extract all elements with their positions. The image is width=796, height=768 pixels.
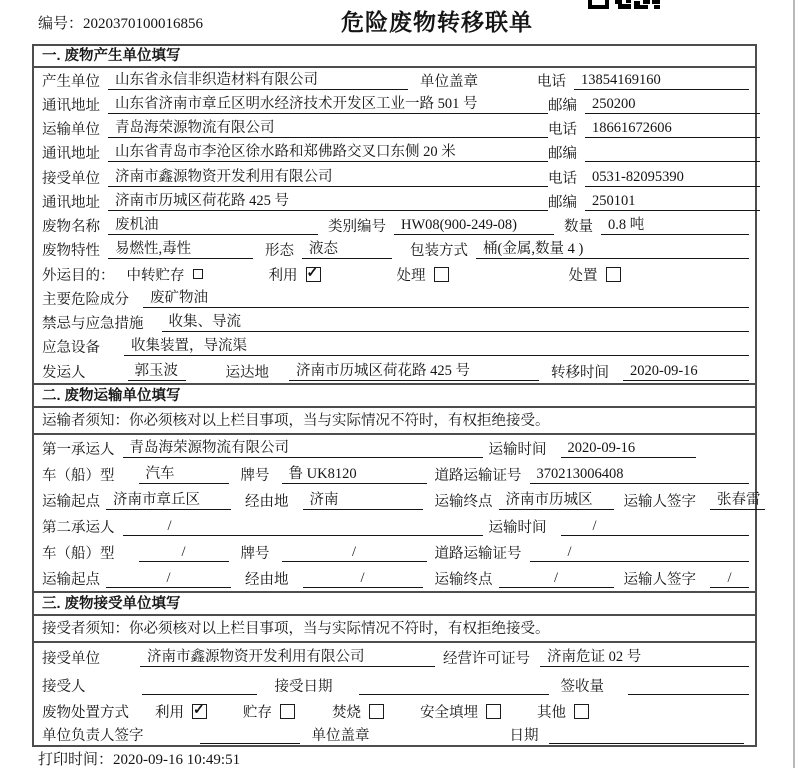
- destination-label: 运达地: [225, 364, 269, 381]
- generator-unit-value: 山东省永信非织造材料有限公司: [108, 71, 408, 90]
- transporter-unit-value: 青岛海荣源物流有限公司: [108, 119, 548, 138]
- document-number: [38, 12, 203, 33]
- vehicle-type-label: 车（船）型: [42, 545, 115, 562]
- receive-date-value: [359, 676, 549, 695]
- carrier-sign-label: 运输人签字: [623, 571, 696, 588]
- option-utilize: [269, 264, 321, 285]
- option-transfer-storage-label: 中转贮存: [126, 267, 185, 284]
- emergency-equipment-label: 应急设备: [42, 340, 100, 357]
- row-route-1: [34, 487, 761, 513]
- hazard-components-value: 废矿物油: [143, 289, 749, 308]
- transporter-address-value: 山东省青岛市李沧区徐水路和郑佛路交叉口东侧 20 米: [108, 143, 548, 162]
- option-utilize-label: 利用: [268, 267, 298, 284]
- receiving-unit-value: 济南市鑫源物资开发利用有限公司: [140, 648, 435, 667]
- document-header: [0, 0, 796, 44]
- option-disposal-other: [537, 701, 589, 722]
- road-cert-2-value: /: [530, 543, 750, 562]
- transporter-unit-label: 运输单位: [42, 122, 100, 139]
- qr-code-icon: [588, 0, 660, 9]
- phone-label: 电话: [548, 122, 577, 139]
- origin-label: 运输起点: [42, 493, 100, 510]
- document-number-value: 2020370100016856: [83, 16, 204, 32]
- vehicle-type-label: 车（船）型: [42, 467, 115, 484]
- road-cert-1-value: 370213006408: [530, 465, 750, 484]
- row-transporter-address: [34, 141, 755, 165]
- print-time: [38, 748, 240, 768]
- taboo-measures-value: 收集、导流: [162, 313, 750, 332]
- second-carrier-label: 第二承运人: [42, 519, 115, 536]
- receiver-notice: 接受者须知：你必须核对以上栏目事项，当与实际情况不符时，有权拒绝接受。: [34, 616, 755, 643]
- option-treat: [397, 264, 449, 285]
- date-value: [549, 725, 744, 744]
- transporter-notice: 运输者须知：你必须核对以上栏目事项，当与实际情况不符时，有权拒绝接受。: [34, 408, 755, 435]
- disposal-method-label: 废物处置方式: [42, 704, 129, 721]
- road-cert-label: 道路运输证号: [434, 467, 522, 484]
- option-disposal-utilize: [155, 701, 207, 722]
- transfer-time-label: 转移时间: [551, 364, 609, 381]
- category-code-value: HW08(900-249-08): [394, 216, 554, 235]
- row-second-carrier: [34, 513, 755, 539]
- row-shipper: [34, 359, 755, 383]
- checkbox-disposal-landfill: [486, 704, 501, 719]
- checkbox-disposal-store: [280, 704, 295, 719]
- zip-label: 邮编: [548, 146, 577, 163]
- receiver-person-label: 接受人: [42, 678, 86, 695]
- row-receiver-address: [34, 189, 755, 213]
- carrier-sign-label: 运输人签字: [623, 493, 696, 510]
- receive-date-label: 接受日期: [274, 678, 333, 695]
- row-transporter-unit: [34, 117, 755, 141]
- section-receiver: [34, 591, 755, 745]
- carrier-sign-1-value: 张春雷: [710, 491, 765, 510]
- row-hazard-components: [34, 286, 755, 310]
- transport-time-label: 运输时间: [488, 441, 547, 458]
- packing-label: 包装方式: [410, 243, 468, 260]
- shipper-value: 郭玉波: [128, 362, 186, 381]
- row-vehicle-2: [34, 539, 755, 565]
- category-code-label: 类别编号: [328, 219, 386, 236]
- license-value: 济南危证 02 号: [540, 648, 749, 667]
- receiving-unit-label: 接受单位: [42, 650, 100, 667]
- endpoint-label: 运输终点: [434, 571, 493, 588]
- road-cert-label: 道路运输证号: [434, 545, 522, 562]
- waste-character-value: 易燃性,毒性: [108, 240, 253, 259]
- transport-time-1-value: 2020-09-16: [561, 439, 696, 458]
- receiver-address-value: 济南市历城区荷花路 425 号: [108, 192, 548, 211]
- row-emergency-equipment: [34, 335, 755, 359]
- option-dispose: [569, 264, 621, 285]
- section-generator-title: 一. 废物产生单位填写: [34, 46, 755, 68]
- unit-seal-label: 单位盖章: [311, 727, 370, 744]
- origin-1-value: 济南市章丘区: [106, 491, 231, 510]
- unit-seal-label: 单位盖章: [420, 73, 478, 90]
- carrier-sign-2-value: /: [710, 569, 749, 588]
- received-quantity-value: [628, 676, 749, 695]
- checkbox-disposal-incinerate: [369, 704, 384, 719]
- row-first-carrier: [34, 435, 755, 461]
- section-generator: [34, 46, 755, 383]
- option-disposal-utilize-label: 利用: [155, 704, 184, 721]
- vehicle-type-2-value: /: [139, 543, 229, 562]
- checkbox-disposal-other: [574, 704, 589, 719]
- license-label: 经营许可证号: [443, 650, 530, 667]
- generator-address-value: 山东省济南市章丘区明水经济技术开发区工业一路 501 号: [108, 95, 548, 114]
- transporter-zip-value: [585, 143, 760, 162]
- via-1-value: 济南: [303, 491, 423, 510]
- row-taboo-measures: [34, 311, 755, 335]
- option-disposal-landfill-label: 安全填埋: [420, 704, 478, 721]
- shipper-label: 发运人: [42, 364, 86, 381]
- origin-2-value: /: [106, 569, 231, 588]
- row-manager-signature: [34, 723, 755, 745]
- address-label: 通讯地址: [42, 97, 100, 114]
- checkbox-transfer-storage: [193, 269, 203, 279]
- waste-character-label: 废物特性: [42, 243, 100, 260]
- transport-purpose-label: 外运目的：: [42, 267, 115, 284]
- receiver-person-value: [142, 676, 257, 695]
- page-title: 危险废物转移联单: [341, 9, 533, 35]
- receiver-unit-value: 济南市鑫源物资开发利用有限公司: [108, 168, 548, 187]
- option-disposal-incinerate: [332, 701, 384, 722]
- transporter-phone-value: 18661672606: [585, 119, 760, 138]
- receiver-phone-group: [548, 167, 760, 188]
- row-receiver-unit: [34, 165, 755, 189]
- option-transfer-storage: [127, 264, 203, 285]
- plate-number-label: 牌号: [240, 545, 270, 562]
- section-receiver-title: 三. 废物接受单位填写: [34, 591, 755, 616]
- plate-number-2-value: /: [282, 543, 427, 562]
- generator-phone-value: 13854169160: [574, 71, 749, 90]
- manager-signature-value: [200, 725, 300, 744]
- manifest-form-table: [32, 44, 761, 747]
- receiver-phone-value: 0531-82095390: [585, 168, 760, 187]
- row-waste-name: [34, 214, 755, 238]
- option-disposal-incinerate-label: 焚烧: [332, 704, 361, 721]
- print-time-value: 2020-09-16 10:49:51: [113, 752, 241, 768]
- endpoint-2-value: /: [499, 569, 614, 588]
- receiver-unit-label: 接受单位: [42, 170, 100, 187]
- receiver-zip-group: [548, 191, 760, 212]
- option-treat-label: 处理: [396, 267, 426, 284]
- taboo-measures-label: 禁忌与应急措施: [42, 316, 144, 333]
- checkbox-treat: [434, 267, 449, 282]
- hazard-components-label: 主要危险成分: [42, 291, 129, 308]
- date-label: 日期: [509, 727, 539, 744]
- row-generator-unit: [34, 68, 755, 92]
- option-disposal-store-label: 贮存: [243, 704, 272, 721]
- received-quantity-label: 签收量: [560, 678, 604, 695]
- page-right-edge-line: [793, 0, 795, 768]
- vehicle-type-1-value: 汽车: [139, 465, 229, 484]
- section-transporter: [34, 383, 761, 591]
- zip-label: 邮编: [548, 194, 577, 211]
- option-disposal-other-label: 其他: [537, 704, 566, 721]
- row-waste-character: [34, 238, 755, 262]
- manager-signature-label: 单位负责人签字: [42, 727, 144, 744]
- first-carrier-label: 第一承运人: [42, 441, 115, 458]
- via-label: 经由地: [245, 571, 289, 588]
- row-transport-purpose: [34, 262, 755, 286]
- transfer-time-value: 2020-09-16: [623, 362, 749, 381]
- address-label: 通讯地址: [42, 194, 100, 211]
- first-carrier-value: 青岛海荣源物流有限公司: [123, 439, 483, 458]
- generator-zip-value: 250200: [585, 95, 760, 114]
- endpoint-label: 运输终点: [434, 493, 493, 510]
- phone-label: 电话: [548, 170, 577, 187]
- row-route-2: [34, 565, 755, 591]
- row-receiving-unit: [34, 643, 755, 671]
- plate-number-label: 牌号: [240, 467, 270, 484]
- via-2-value: /: [303, 569, 423, 588]
- generator-phone-group: [537, 70, 749, 91]
- address-label: 通讯地址: [42, 146, 100, 163]
- checkbox-dispose: [606, 267, 621, 282]
- via-label: 经由地: [245, 493, 289, 510]
- checkbox-utilize: [306, 267, 321, 282]
- destination-value: 济南市历城区荷花路 425 号: [289, 362, 539, 381]
- emergency-equipment-value: 收集装置，导流渠: [124, 337, 749, 356]
- form-value: 液态: [302, 240, 392, 259]
- section-transporter-title: 二. 废物运输单位填写: [34, 383, 755, 408]
- generator-unit-label: 产生单位: [42, 73, 100, 90]
- option-disposal-store: [243, 701, 295, 722]
- form-label: 形态: [265, 243, 294, 260]
- origin-label: 运输起点: [42, 571, 100, 588]
- zip-label: 邮编: [548, 97, 577, 114]
- checkbox-disposal-utilize: [192, 704, 207, 719]
- option-disposal-landfill: [420, 701, 501, 722]
- row-receiver-person: [34, 671, 755, 699]
- option-dispose-label: 处置: [568, 267, 598, 284]
- transport-time-2-value: /: [561, 517, 750, 536]
- quantity-value: 0.8 吨: [601, 216, 749, 235]
- row-disposal-method: [34, 699, 755, 723]
- document-number-label: 编号：: [38, 16, 84, 32]
- transport-time-label: 运输时间: [488, 519, 547, 536]
- transporter-phone-group: [548, 118, 760, 139]
- receiver-zip-value: 250101: [585, 192, 760, 211]
- row-generator-address: [34, 92, 755, 116]
- endpoint-1-value: 济南市历城区: [499, 491, 614, 510]
- plate-number-1-value: 鲁 UK8120: [282, 465, 427, 484]
- row-vehicle-1: [34, 461, 755, 487]
- waste-name-label: 废物名称: [42, 219, 100, 236]
- waste-name-value: 废机油: [108, 216, 318, 235]
- packing-value: 桶(金属,数量 4 ): [476, 240, 749, 259]
- phone-label: 电话: [537, 73, 566, 90]
- transporter-zip-group: [548, 142, 760, 163]
- quantity-group: [564, 215, 749, 236]
- print-time-label: 打印时间：: [38, 752, 114, 768]
- second-carrier-value: /: [123, 517, 483, 536]
- quantity-label: 数量: [564, 219, 593, 236]
- generator-zip-group: [548, 94, 760, 115]
